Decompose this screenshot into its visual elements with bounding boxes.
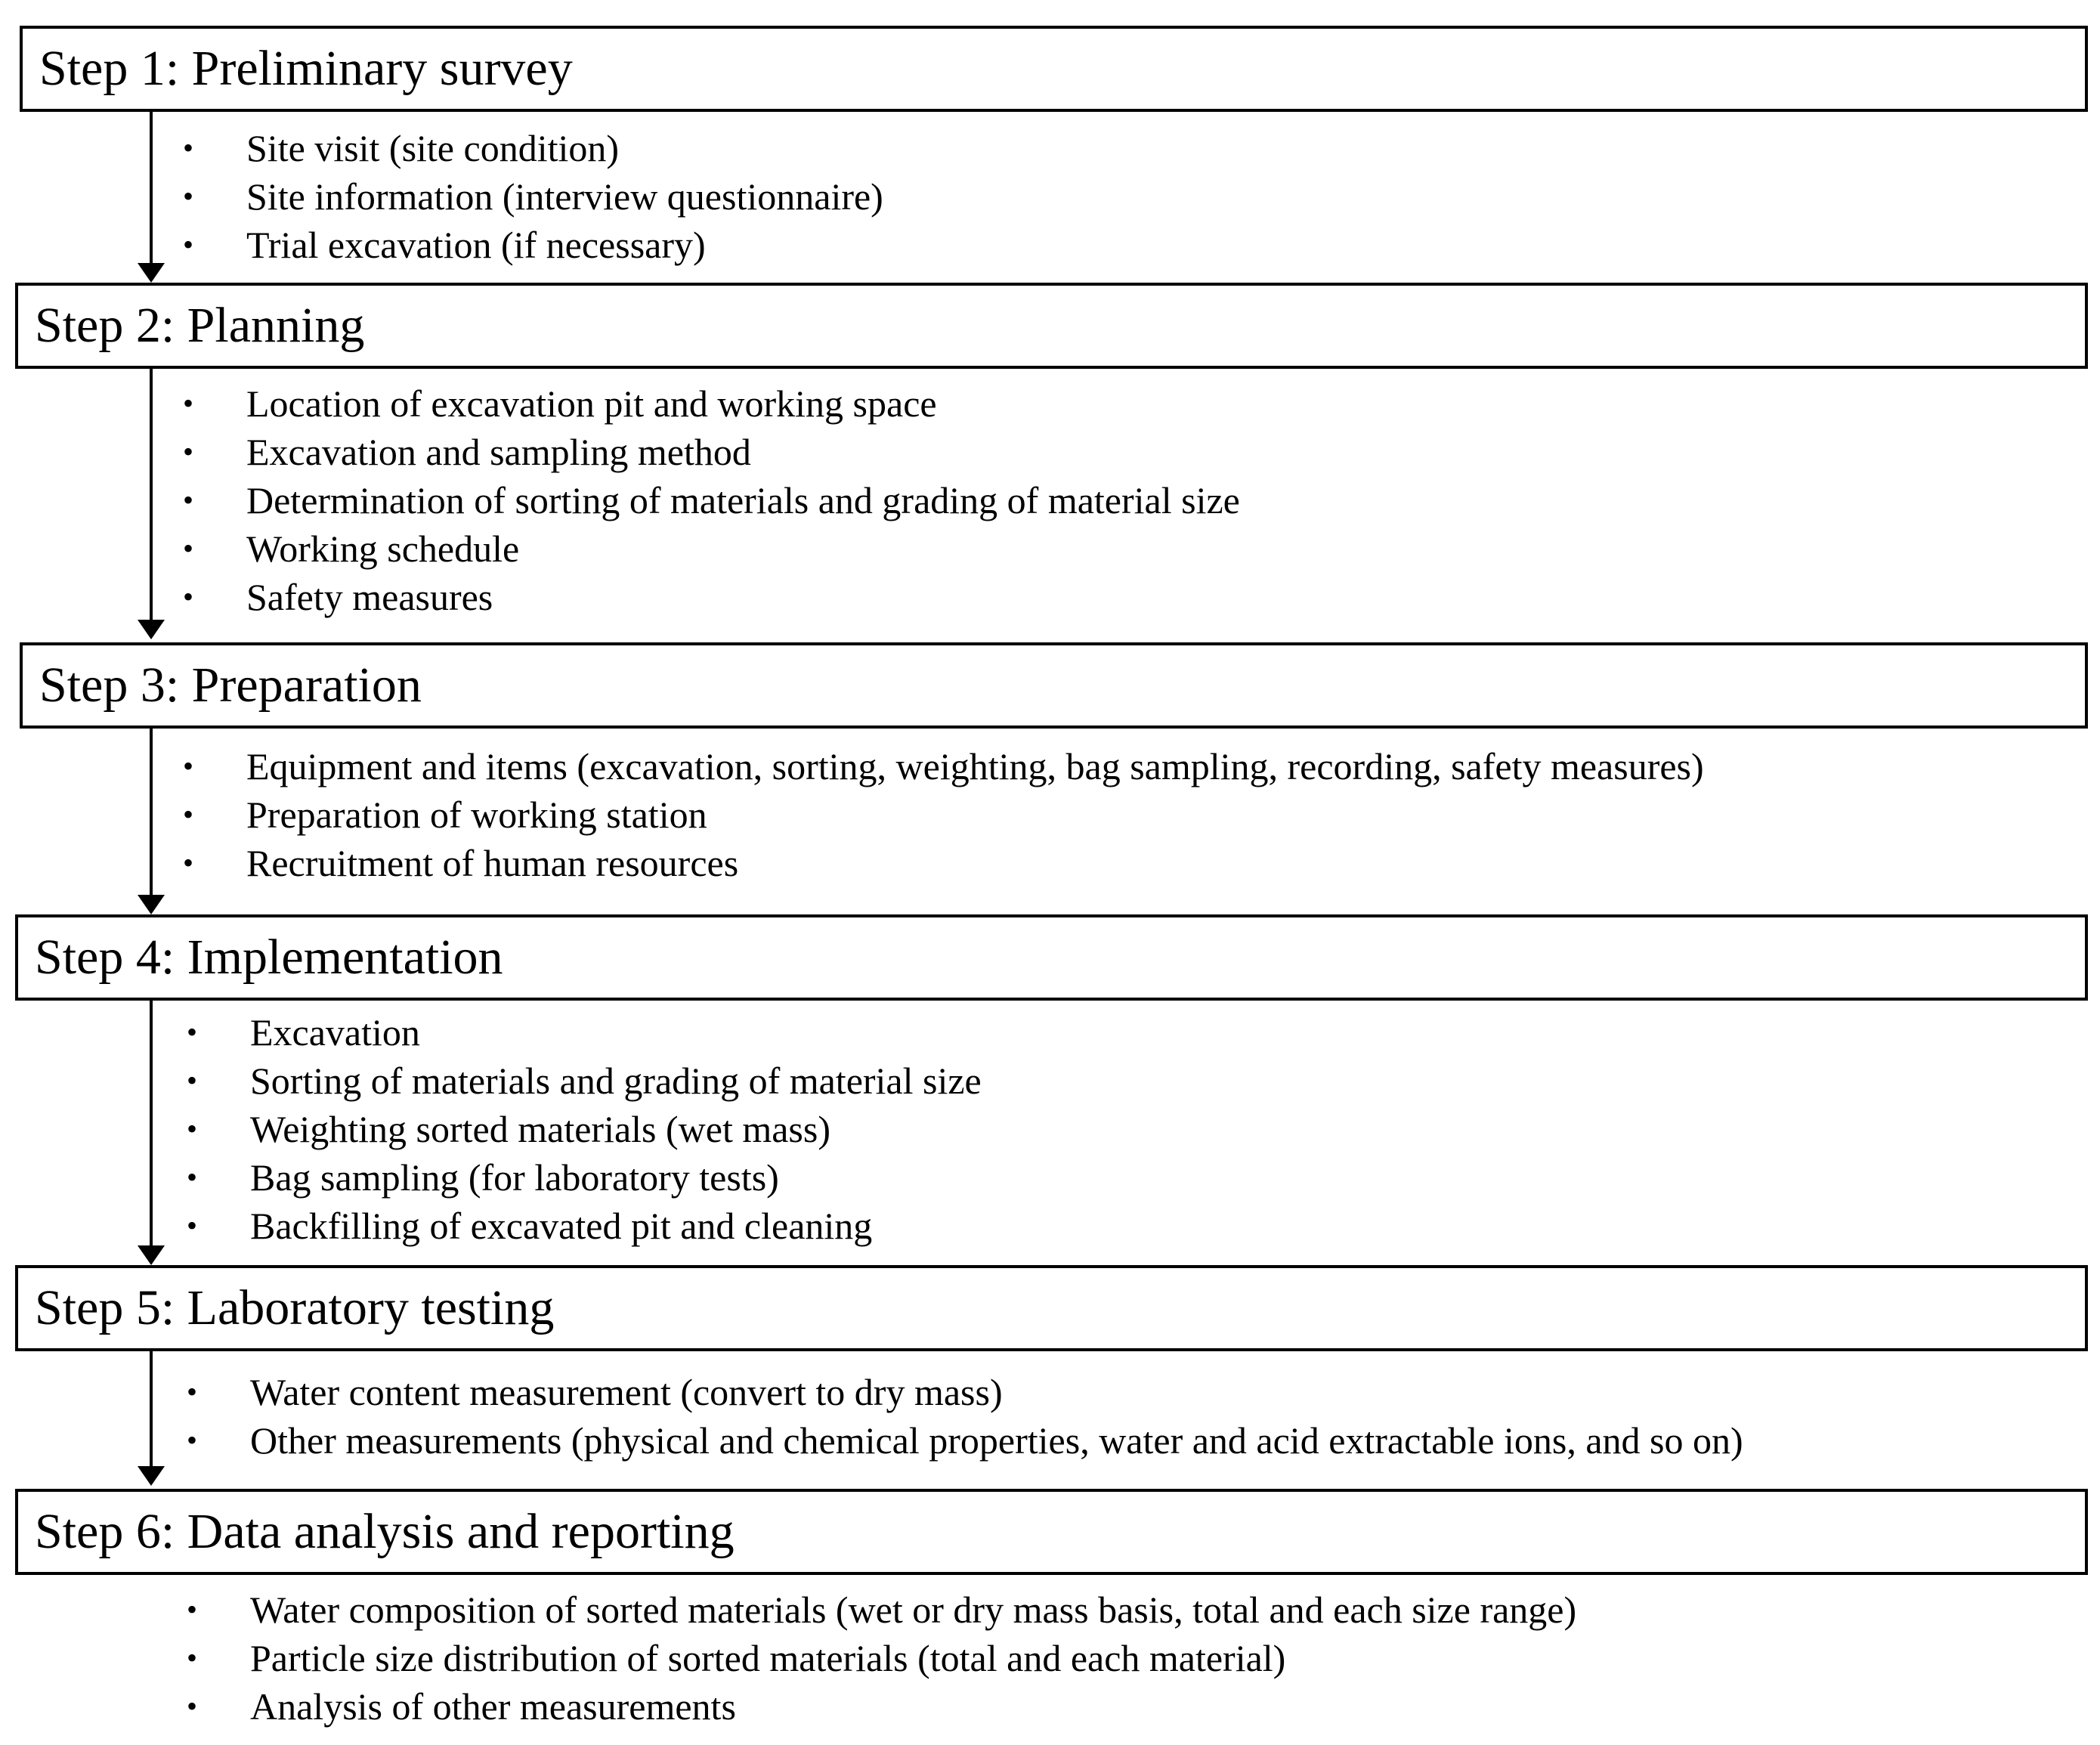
list-item-text: Safety measures [246, 576, 493, 618]
bullet-icon: • [187, 1375, 198, 1409]
step-5-title: Step 5: Laboratory testing [35, 1280, 555, 1335]
list-item-text: Trial excavation (if necessary) [246, 224, 706, 266]
step-3-box [20, 642, 2088, 729]
step-2-title: Step 2: Planning [35, 298, 365, 353]
list-item-text: Location of excavation pit and working space [246, 382, 937, 425]
bullet-icon: • [183, 435, 194, 469]
bullet-icon: • [187, 1208, 198, 1242]
list-item-text: Sorting of materials and grading of material size [250, 1060, 982, 1102]
step-6-box [15, 1489, 2088, 1575]
step-4-title: Step 4: Implementation [35, 930, 503, 985]
step-1-box [20, 26, 2088, 112]
arrow-step2-to-step3 [136, 369, 166, 639]
bullet-icon: • [183, 179, 194, 213]
list-item-text: Site information (interview questionnaire) [246, 175, 883, 218]
list-item-text: Equipment and items (excavation, sorting, weighting, bag sampling, recording, safety measures) [246, 745, 1704, 787]
list-item-text: Working schedule [246, 528, 520, 570]
bullet-icon: • [187, 1423, 198, 1457]
arrow-step4-to-step5 [136, 1001, 166, 1265]
list-item-text: Excavation [250, 1011, 420, 1053]
bullet-icon: • [187, 1015, 198, 1049]
bullet-icon: • [183, 131, 194, 165]
bullet-icon: • [187, 1641, 198, 1675]
bullet-icon: • [183, 580, 194, 614]
list-item-text: Site visit (site condition) [246, 127, 620, 169]
arrow-step3-to-step4 [136, 729, 166, 914]
bullet-icon: • [187, 1112, 198, 1146]
step-3-title: Step 3: Preparation [39, 657, 422, 713]
bullet-icon: • [183, 797, 194, 831]
step-6-title: Step 6: Data analysis and reporting [35, 1504, 735, 1559]
list-item-text: Recruitment of human resources [246, 842, 739, 884]
bullet-icon: • [183, 846, 194, 880]
bullet-icon: • [183, 531, 194, 565]
step-1-title: Step 1: Preliminary survey [39, 41, 573, 96]
list-item-text: Particle size distribution of sorted materials (total and each material) [250, 1637, 1286, 1679]
list-item-text: Determination of sorting of materials and grading of material size [246, 479, 1240, 521]
step-2-box [15, 283, 2088, 369]
arrow-step5-to-step6 [136, 1351, 166, 1486]
bullet-icon: • [187, 1592, 198, 1626]
step-5-box [15, 1265, 2088, 1351]
bullet-icon: • [187, 1160, 198, 1194]
bullet-icon: • [187, 1689, 198, 1723]
list-item-text: Weighting sorted materials (wet mass) [250, 1108, 830, 1150]
arrow-step1-to-step2 [136, 112, 166, 283]
bullet-icon: • [187, 1063, 198, 1097]
list-item-text: Water content measurement (convert to dry mass) [250, 1371, 1003, 1413]
list-item-text: Analysis of other measurements [250, 1685, 736, 1728]
bullet-icon: • [183, 227, 194, 261]
bullet-icon: • [183, 386, 194, 420]
bullet-icon: • [183, 483, 194, 517]
step-4-box [15, 914, 2088, 1001]
list-item-text: Other measurements (physical and chemical properties, water and acid extractable ions, and so on) [250, 1419, 1743, 1462]
list-item-text: Excavation and sampling method [246, 431, 751, 473]
list-item-text: Bag sampling (for laboratory tests) [250, 1156, 779, 1199]
list-item-text: Preparation of working station [246, 794, 707, 836]
list-item-text: Water composition of sorted materials (wet or dry mass basis, total and each size range) [250, 1589, 1577, 1631]
list-item-text: Backfilling of excavated pit and cleaning [250, 1205, 873, 1247]
bullet-icon: • [183, 749, 194, 783]
